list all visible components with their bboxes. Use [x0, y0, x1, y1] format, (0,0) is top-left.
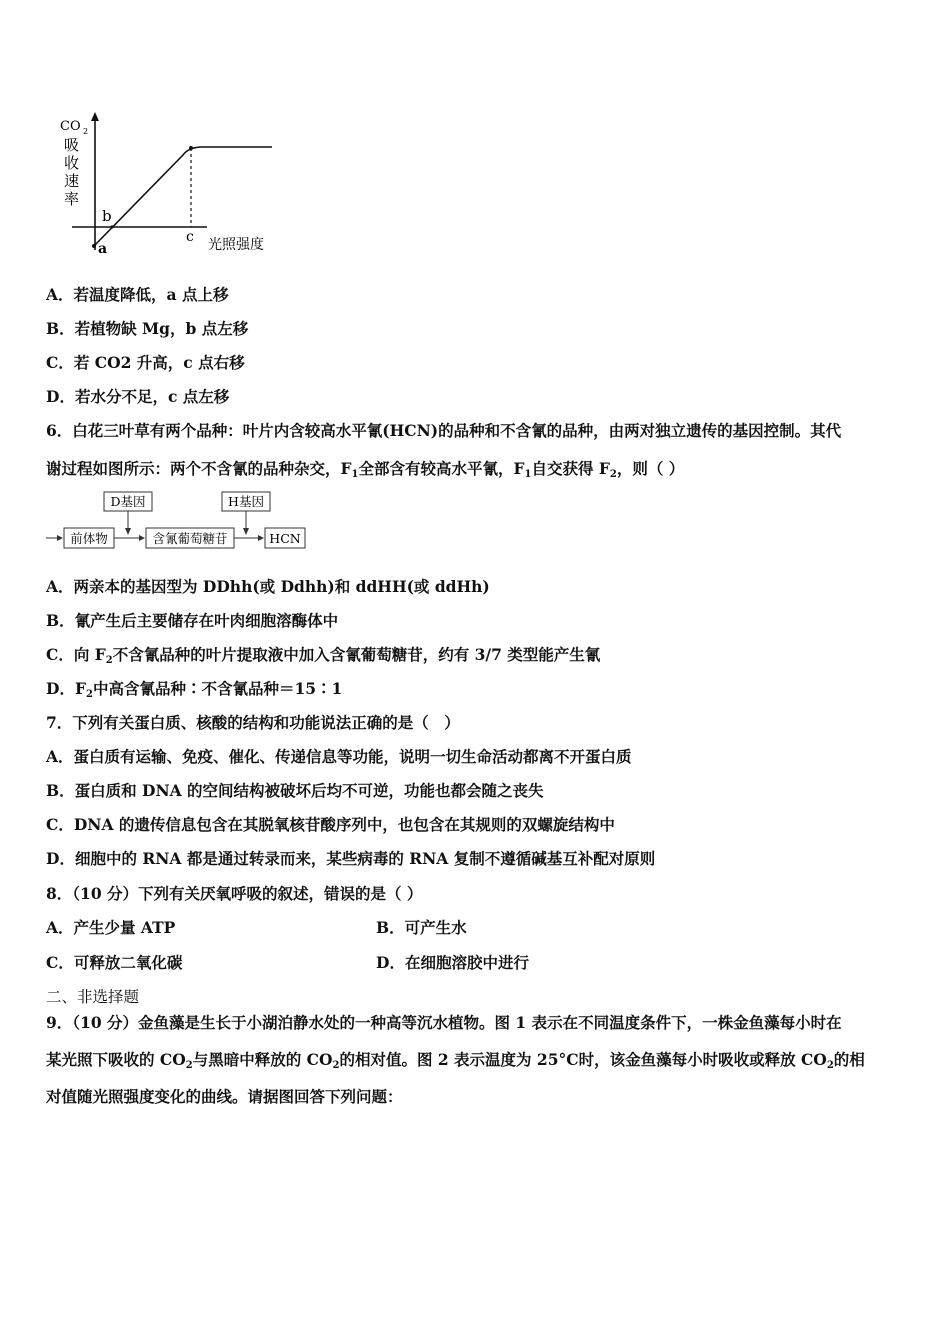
q8-option-a [46, 918, 175, 938]
option-text: 若 CO2 升高，c 点右移 [73, 353, 245, 372]
q7-option-d [46, 849, 655, 869]
option-letter: B． [46, 611, 75, 630]
q7-stem: 7．下列有关蛋白质、核酸的结构和功能说法正确的是（ ） [46, 713, 460, 732]
y-axis-arrow [91, 112, 99, 121]
option-text: 中高含氰品种∶不含氰品种＝15∶1 [92, 679, 343, 698]
point-c-dot [189, 146, 193, 150]
option-letter: D． [46, 849, 75, 868]
option-text: 可产生水 [404, 918, 467, 937]
y-axis-label-co2: CO [60, 119, 81, 134]
precursor-label: 前体物 [70, 531, 108, 546]
q6-stem-part: 全部含有较高水平氰，F [358, 459, 525, 478]
q8-option-c [46, 953, 182, 973]
q6-option-a [46, 577, 490, 597]
option-text: 产生少量 ATP [73, 918, 176, 937]
point-a-dot [92, 244, 96, 248]
option-letter: C． [46, 815, 74, 834]
q6-option-d [46, 679, 342, 705]
q9-stem-part: 与黑暗中释放的 CO [192, 1050, 333, 1069]
option-text: 若水分不足，c 点左移 [74, 387, 230, 406]
option-letter: A． [46, 918, 74, 937]
option-letter: A． [46, 577, 74, 596]
q8-option-d [376, 953, 529, 973]
q8-stem: 8．（10 分）下列有关厌氧呼吸的叙述，错误的是（ ） [46, 884, 423, 903]
q6-option-c [46, 645, 600, 671]
q6-stem-part: 谢过程如图所示：两个不含氰的品种杂交，F [46, 459, 352, 478]
h-gene-label: H基因 [228, 494, 264, 509]
point-a-label: a [98, 241, 108, 257]
co2-curve [94, 147, 272, 246]
q6-stem-line1: 6．白花三叶草有两个品种：叶片内含较高水平氰(HCN)的品种和不含氰的品种，由两对独立遗传的基因控制。其代 [46, 421, 842, 440]
subscript: 2 [332, 1060, 340, 1071]
q7-option-a [46, 747, 632, 767]
option-text: 不含氰品种的叶片提取液中加入含氰葡萄糖苷，约有 3/7 类型能产生氰 [112, 645, 601, 664]
q6-stem-part: 自交获得 F [531, 459, 610, 478]
option-text: 蛋白质有运输、免疫、催化、传递信息等功能，说明一切生命活动都离不开蛋白质 [73, 747, 632, 766]
option-text: 在细胞溶胶中进行 [404, 953, 529, 972]
q9-stem-line1: 9．（10 分）金鱼藻是生长于小湖泊静水处的一种高等沉水植物。图 1 表示在不同温度条件下，一株金鱼藻每小时在 [46, 1013, 842, 1032]
option-text: 若温度降低，a 点上移 [73, 285, 229, 304]
subscript: 2 [85, 689, 93, 700]
option-text: DNA 的遗传信息包含在其脱氧核苷酸序列中，也包含在其规则的双螺旋结构中 [73, 815, 615, 834]
subscript: 1 [351, 469, 359, 480]
q6-stem-part: ，则（ ） [616, 459, 685, 478]
point-b-label: b [102, 207, 112, 225]
y-axis-label-char-4: 率 [64, 190, 80, 208]
d-gene-arrowhead [125, 528, 131, 535]
option-letter: A． [46, 747, 74, 766]
option-text: 细胞中的 RNA 都是通过转录而来，某些病毒的 RNA 复制不遵循碱基互补配对原则 [74, 849, 656, 868]
q5-option-c [46, 353, 245, 373]
option-letter: D． [376, 953, 405, 972]
option-letter: D． [46, 679, 75, 698]
option-text: 两亲本的基因型为 DDhh(或 Ddhh)和 ddHH(或 ddHh) [73, 577, 490, 596]
option-text: F [74, 679, 86, 698]
subscript: 2 [105, 655, 113, 666]
x-axis-label: 光照强度 [208, 237, 264, 253]
y-axis-label-char-3: 速 [64, 172, 80, 190]
y-axis-label-co2-sub: 2 [83, 127, 89, 136]
hcn-pathway-diagram [44, 490, 314, 554]
subscript: 2 [826, 1060, 834, 1071]
subscript: 1 [524, 469, 532, 480]
glucoside-label: 含氰葡萄糖苷 [152, 531, 228, 546]
point-b-dot [110, 225, 113, 228]
option-letter: C． [46, 953, 74, 972]
option-text: 氰产生后主要储存在叶肉细胞溶酶体中 [74, 611, 339, 630]
option-text: 向 F [73, 645, 106, 664]
q5-option-b [46, 319, 248, 339]
y-axis-label-char-2: 收 [64, 154, 80, 172]
q6-option-b [46, 611, 338, 631]
option-letter: B． [376, 918, 405, 937]
input-arrowhead [57, 535, 63, 541]
d-gene-label: D基因 [110, 494, 146, 509]
option-letter: B． [46, 319, 75, 338]
q8-option-b [376, 918, 467, 938]
q9-stem-line2 [46, 1050, 865, 1076]
option-text: 若植物缺 Mg，b 点左移 [74, 319, 249, 338]
q7-option-b [46, 781, 544, 801]
q9-stem-part: 的相对值。图 2 表示温度为 25°C时，该金鱼藻每小时吸收或释放 CO [339, 1050, 827, 1069]
hcn-label: HCN [269, 531, 301, 546]
option-letter: D． [46, 387, 75, 406]
q9-stem-part: 的相 [833, 1050, 865, 1069]
option-text: 蛋白质和 DNA 的空间结构被破坏后均不可逆，功能也都会随之丧失 [74, 781, 544, 800]
point-c-label: c [186, 229, 194, 245]
step2-arrowhead [258, 535, 264, 541]
option-letter: B． [46, 781, 75, 800]
option-letter: C． [46, 645, 74, 664]
q9-stem-line3: 对值随光照强度变化的曲线。请据图回答下列问题： [46, 1087, 403, 1106]
option-text: 可释放二氧化碳 [73, 953, 183, 972]
h-gene-arrowhead [243, 528, 249, 535]
section-heading: 二、非选择题 [46, 988, 140, 1006]
q6-stem-line2 [46, 459, 684, 485]
q9-stem-part: 某光照下吸收的 CO [46, 1050, 186, 1069]
q5-option-d [46, 387, 229, 407]
q5-option-a [46, 285, 228, 305]
option-letter: A． [46, 285, 74, 304]
subscript: 2 [185, 1060, 193, 1071]
y-axis-label-char-1: 吸 [64, 136, 80, 154]
subscript: 2 [609, 469, 617, 480]
option-letter: C． [46, 353, 74, 372]
q7-option-c [46, 815, 615, 835]
step1-arrowhead [139, 535, 145, 541]
co2-light-curve-figure [50, 108, 290, 268]
